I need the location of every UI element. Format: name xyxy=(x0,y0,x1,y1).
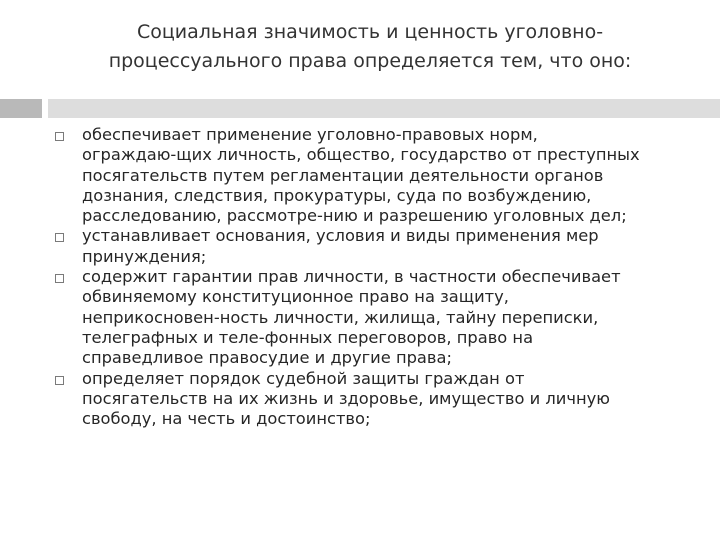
bullet-line: содержит гарантии прав личности, в частности обеспечивает xyxy=(82,267,621,287)
bullet-item xyxy=(52,267,692,368)
bullet-line: обеспечивает применение уголовно-правовых норм, xyxy=(82,125,538,144)
hollow-square-icon xyxy=(55,376,64,385)
bullet-line: обвиняемому конституционное право на защиту, xyxy=(82,287,509,307)
header-rule-accent xyxy=(0,99,42,118)
slide-title-line: Социальная значимость и ценность уголовно- xyxy=(136,21,604,43)
bullet-line: неприкосновен-ность личности, жилища, тайну переписки, xyxy=(82,307,599,327)
bullet-line: телеграфных и теле-фонных переговоров, право на xyxy=(82,327,534,347)
bullet-line: дознания, следствия, прокуратуры, суда по возбуждению, xyxy=(82,185,592,205)
bullet-item xyxy=(52,125,692,226)
hollow-square-icon xyxy=(55,274,64,283)
slide-title xyxy=(60,18,680,76)
bullet-line: определяет порядок судебной защиты граждан от xyxy=(82,368,525,388)
bullet-line: принуждения; xyxy=(82,246,207,266)
bullet-line: устанавливает основания, условия и виды применения мер xyxy=(82,226,599,246)
bullet-line: посягательств путем регламентации деятельности органов xyxy=(82,165,604,185)
bullet-line: расследованию, рассмотре-нию и разрешению уголовных дел; xyxy=(82,206,627,226)
slide-title-line: процессуального права определяется тем, что оно: xyxy=(108,50,632,72)
bullet-line: ограждаю-щих личность, общество, государство от преступных xyxy=(82,145,640,165)
hollow-square-icon xyxy=(55,132,64,141)
bullet-line: посягательств на их жизнь и здоровье, имущество и личную xyxy=(82,388,610,408)
bullet-item xyxy=(52,369,692,430)
hollow-square-icon xyxy=(55,233,64,242)
bullet-item xyxy=(52,226,692,267)
bullet-line: справедливое правосудие и другие права; xyxy=(82,348,452,368)
bullet-list xyxy=(52,125,692,429)
header-rule-bar xyxy=(48,99,720,118)
bullet-line: свободу, на честь и достоинство; xyxy=(82,409,371,429)
